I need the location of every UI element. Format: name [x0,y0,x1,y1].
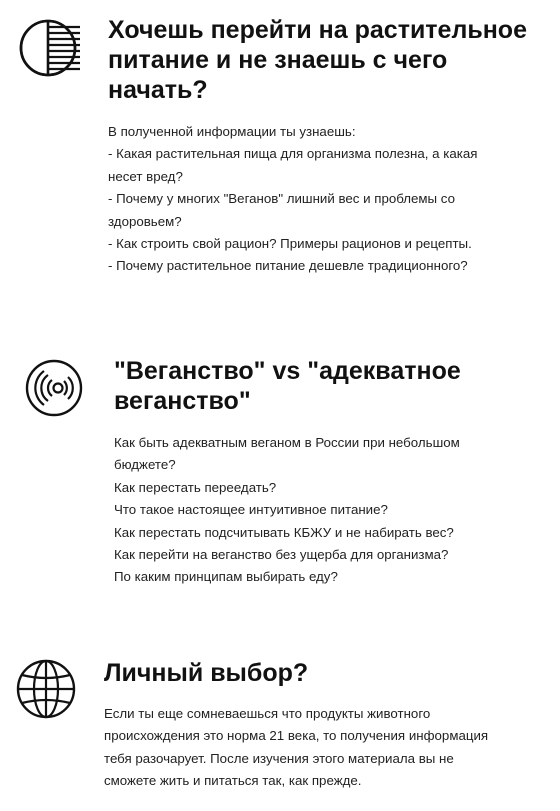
description-line: бюджете? [114,457,176,473]
description-line: По каким принципам выбирать еду? [114,569,338,585]
description-line: Как быть адекватным веганом в России при небольшом [114,435,460,450]
description-line: сможете жить и питаться так, как прежде. [104,773,362,789]
description-line: В полученной информации ты узнаешь: [108,124,356,139]
section-description [114,432,534,589]
description-line: тебя разочарует. После изучения этого материала вы не [104,750,454,766]
section-description [104,703,554,793]
feature-block-plant-based [0,0,560,300]
section-title: Хочешь перейти на растительное питание и не знаешь с чего начать? [108,16,527,104]
globe-icon [14,657,78,721]
description-line: Что такое настоящее интуитивное питание? [114,502,388,518]
section-title: "Веганство" vs "адекватное веганство" [114,357,461,415]
description-line: - Почему у многих "Веганов" лишний вес и проблемы со [108,191,456,207]
half-striped-circle-icon [16,16,80,80]
description-line: - Какая растительная пища для организма полезна, а какая [108,146,478,162]
description-line: Как перестать подсчитывать КБЖУ и не набирать вес? [114,524,454,540]
description-line: несет вред? [108,168,183,184]
description-line: Как перестать переедать? [114,479,277,495]
section-description [108,121,548,278]
description-line: здоровьем? [108,213,182,229]
description-line: Как перейти на веганство без ущерба для организма? [114,547,449,563]
description-line: - Почему растительное питание дешевле традиционного? [108,258,468,274]
disc-wave-icon [22,356,86,420]
description-line: - Как строить свой рацион? Примеры рационов и рецепты. [108,236,472,252]
section-title: Личный выбор? [104,659,309,687]
description-line: Если ты еще сомневаешься что продукты животного [104,706,431,721]
feature-block-personal-choice [0,640,560,811]
description-line: происхождения это норма 21 века, то получения информация [104,728,489,744]
feature-block-adequate-veganism [0,340,560,600]
